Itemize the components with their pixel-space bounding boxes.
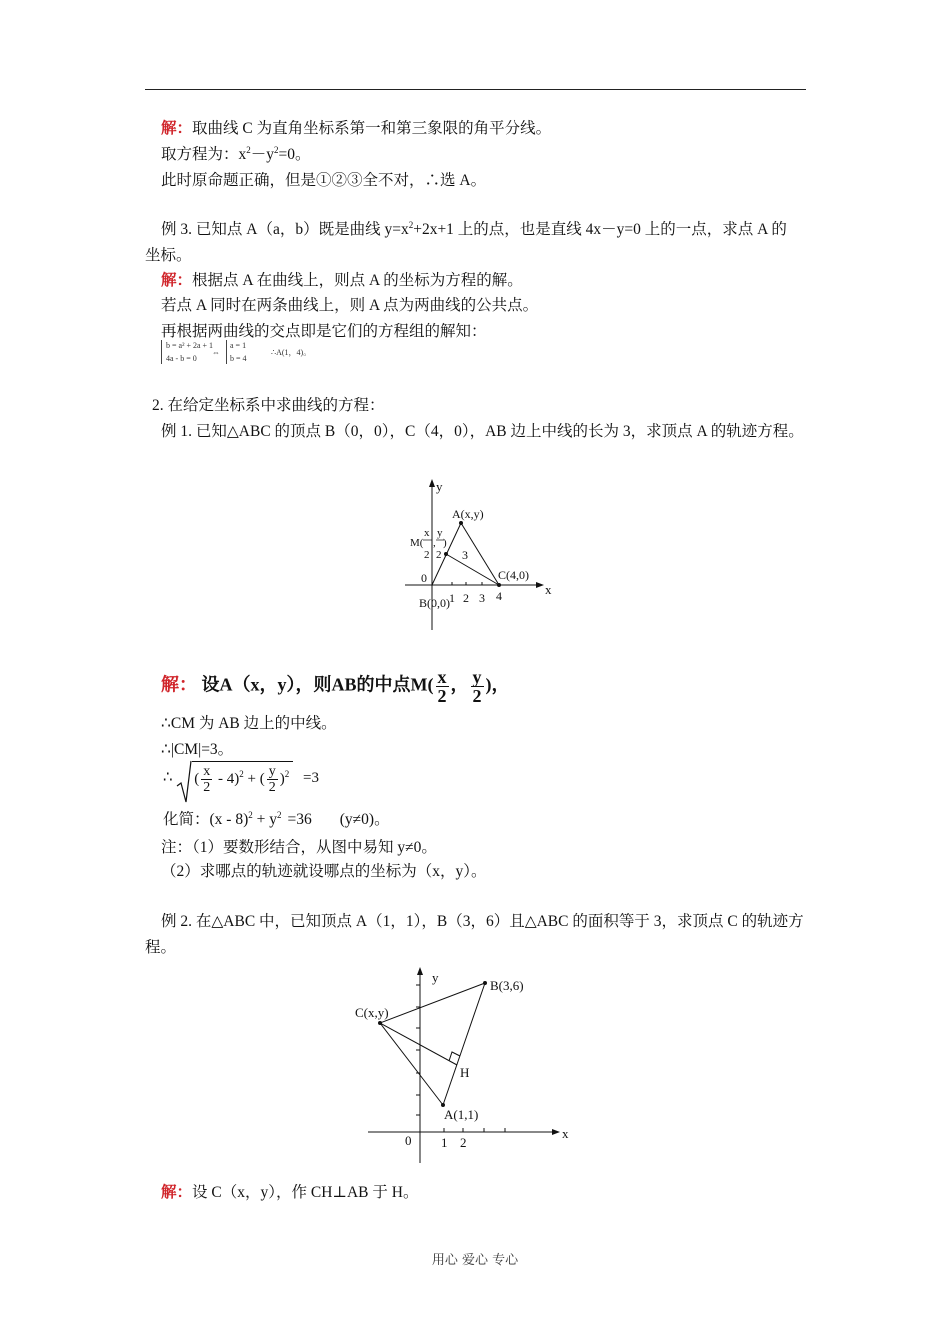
- ex2-line2: 程。: [145, 939, 177, 956]
- sys-res1: a = 1: [230, 341, 247, 350]
- fig2-y-label: y: [432, 970, 439, 985]
- frac-x-2: [436, 668, 449, 705]
- fig1-label-b: B(0,0): [419, 596, 450, 610]
- fig2-side-cb: [380, 983, 485, 1023]
- fig1-label-c: C(4,0): [498, 568, 529, 582]
- eq-part: 取方程为：x: [161, 146, 247, 163]
- ex3-text-a: 例 3. 已知点 A（a，b）既是曲线 y=x: [161, 221, 409, 238]
- figure2-triangle: [350, 965, 580, 1170]
- sol1-simplify: [163, 810, 390, 830]
- exp: 2: [239, 768, 244, 779]
- sys-res3: ∴A(1，4)。: [271, 348, 312, 357]
- fig1-m-close: ): [443, 537, 447, 549]
- simplify-cond: (y≠0)。: [339, 811, 390, 828]
- fig1-origin: 0: [421, 571, 427, 585]
- frac-den: 2: [203, 780, 211, 795]
- page-footer: 用心 爱心 专心: [431, 1253, 519, 1268]
- block1-text1: 取曲线 C 为直角坐标系第一和第三象限的角平分线。: [192, 120, 552, 137]
- fig1-median-length: 3: [462, 548, 468, 562]
- ex3-solution1: [161, 271, 523, 291]
- section2-title: 2. 在给定坐标系中求曲线的方程：: [152, 397, 385, 414]
- header-rule: [145, 89, 806, 90]
- fig2-label-h: H: [460, 1065, 470, 1080]
- fig2-label-c: C(x,y): [355, 1005, 389, 1020]
- sol1-line2: ∴|CM|=3。: [161, 741, 234, 758]
- ex3-line2: 坐标。: [145, 247, 192, 264]
- sys-res2: b = 4: [230, 354, 247, 363]
- paren: (: [194, 770, 200, 787]
- ex3-line1: [161, 220, 787, 240]
- fig2-altitude-ch: [380, 1023, 457, 1065]
- eq-part: －y: [250, 146, 275, 163]
- fig1-m-x: x: [424, 527, 430, 539]
- solution-label: 解：: [161, 272, 193, 289]
- fig1-point-a: [459, 521, 463, 525]
- note-line1: 注：（1）要数形结合，从图中易知 y≠0。: [161, 839, 437, 856]
- block1-line2: [161, 145, 311, 165]
- fig1-m-comma: ,: [433, 537, 436, 549]
- fig1-label-a: A(x,y): [452, 507, 484, 521]
- simplify-eq: =36: [287, 811, 312, 828]
- frac-num: y: [472, 667, 482, 687]
- fig2-label-b: B(3,6): [490, 978, 524, 993]
- frac-x-2b: [201, 764, 212, 795]
- fig1-m-den1: 2: [424, 549, 430, 561]
- ex2-line1: 例 2. 在△ABC 中，已知顶点 A（1，1），B（3，6）且△ABC 的面积等于 3，求顶点 C 的轨迹方: [161, 913, 804, 930]
- fig2-point-b: [483, 981, 487, 985]
- fig1-tick-label2: 2: [463, 591, 469, 605]
- solution-label: 解：: [161, 1184, 193, 1201]
- frac-num: x: [203, 764, 211, 779]
- fig2-x-arrow: [552, 1129, 560, 1135]
- fig1-point-m: [444, 552, 448, 556]
- sol1-comma: ，: [450, 674, 469, 695]
- frac-num: y: [268, 764, 276, 779]
- sqrt-expression: [176, 760, 293, 795]
- sol2-text: 设 C（x，y），作 CH⊥AB 于 H。: [192, 1184, 419, 1201]
- fig2-label-a: A(1,1): [444, 1107, 479, 1122]
- fig1-y-label: y: [436, 479, 443, 494]
- simplify-label: 化简：: [163, 811, 210, 828]
- brace-left: [161, 340, 164, 364]
- sol1-close: )，: [485, 674, 510, 695]
- sys-eq1: b = a² + 2a + 1: [166, 341, 214, 350]
- fig1-m-y: y: [437, 527, 443, 539]
- fig1-y-arrow: [429, 479, 435, 487]
- sqrt-body: [192, 761, 293, 795]
- block1-line1: [161, 119, 551, 139]
- frac-num: x: [437, 667, 447, 687]
- radical-sign: [176, 760, 192, 804]
- exp: 2: [277, 810, 282, 820]
- fig1-tick-label3: 3: [479, 591, 485, 605]
- fig2-y-arrow: [417, 967, 423, 975]
- sol2-line: [161, 1183, 418, 1203]
- exp: 2: [408, 220, 414, 230]
- exp: 2: [248, 810, 253, 820]
- plus-paren: + (: [243, 770, 265, 787]
- equals-three: =3: [303, 769, 319, 786]
- figure1-triangle: [400, 475, 570, 635]
- fig1-median-cm: [446, 554, 499, 585]
- fig1-tick-label4: 4: [496, 589, 502, 603]
- fig2-origin: 0: [405, 1133, 412, 1148]
- frac-y-2: [471, 668, 484, 705]
- sys-eq2: 4a - b = 0: [166, 354, 197, 363]
- ex3-s1-text: 根据点 A 在曲线上，则点 A 的坐标为方程的解。: [192, 272, 523, 289]
- note-line2: （2）求哪点的轨迹就设哪点的坐标为（x，y）。: [161, 863, 487, 880]
- eq-part: =0。: [278, 146, 311, 163]
- fig2-x-label: x: [562, 1126, 569, 1141]
- sol1-set-line: [161, 668, 510, 705]
- frac-den: 2: [437, 686, 447, 706]
- block1-line3: 此时原命题正确，但是①②③全不对，∴选 A。: [161, 172, 487, 189]
- frac-den: 2: [472, 686, 482, 706]
- fig2-side-ba: [443, 983, 485, 1105]
- fig1-x-label: x: [545, 582, 552, 597]
- ex3-text-b: +2x+1 上的点，也是直线 4x－y=0 上的一点，求点 A 的: [413, 221, 787, 238]
- therefore-symbol: ∴: [163, 769, 173, 786]
- minus-four: - 4): [214, 770, 240, 787]
- fig2-tick-label2: 2: [460, 1135, 467, 1150]
- sol1-set-text: 设A（x，y），则AB的中点M(: [201, 674, 434, 695]
- frac-den: 2: [268, 780, 276, 795]
- fig2-point-c: [378, 1021, 382, 1025]
- exp: 2: [274, 145, 279, 155]
- sol1-sqrt-line: [163, 760, 319, 795]
- fig2-tick-label1: 1: [441, 1135, 448, 1150]
- fig2-side-ca: [380, 1023, 443, 1105]
- solution-label: 解：: [161, 674, 197, 695]
- sol1-line1: ∴CM 为 AB 边上的中线。: [161, 715, 337, 732]
- ex3-solution2: 若点 A 同时在两条曲线上，则 A 点为两曲线的公共点。: [161, 297, 539, 314]
- exp: 2: [284, 768, 290, 779]
- fig1-x-arrow: [536, 582, 544, 588]
- fig1-tick-label1: 1: [449, 591, 455, 605]
- fig1-point-c: [497, 583, 501, 587]
- section2-ex1: 例 1. 已知△ABC 的顶点 B（0，0），C（4，0），AB 边上中线的长为 3，求顶点 A 的轨迹方程。: [161, 423, 804, 440]
- simplify-plus: + y: [252, 811, 278, 828]
- equiv-symbol: ⇔: [212, 348, 220, 357]
- brace-right: [226, 340, 229, 364]
- paren: ): [279, 770, 285, 787]
- frac-y-2b: [267, 764, 278, 795]
- fig1-m-den2: 2: [436, 549, 442, 561]
- solution-label: 解：: [161, 120, 193, 137]
- exp: 2: [246, 145, 251, 155]
- fig1-m-label: M(: [410, 537, 424, 549]
- simplify-expr: (x - 8): [209, 811, 249, 828]
- ex3-solution3: 再根据两曲线的交点即是它们的方程组的解知：: [161, 323, 487, 340]
